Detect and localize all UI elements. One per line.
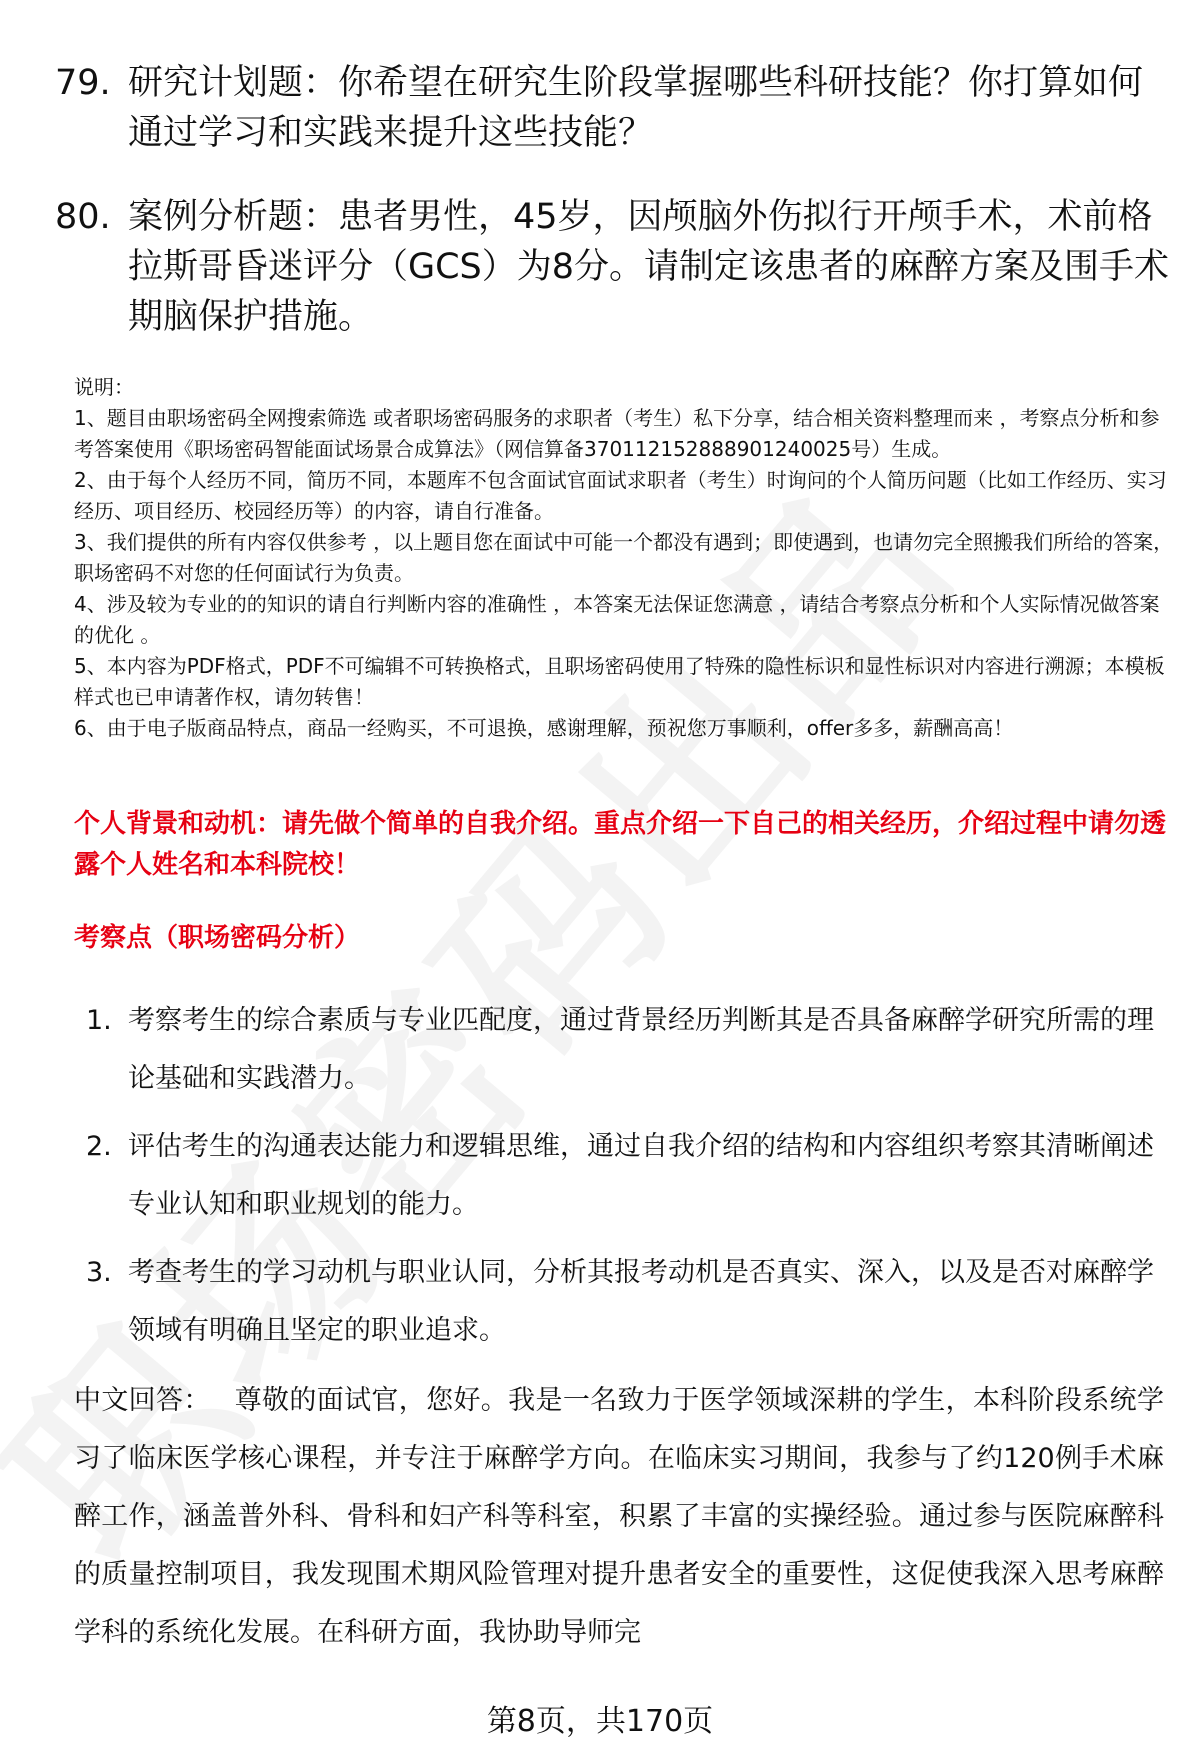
notes-item-1: 1、题目由职场密码全网搜索筛选 或者职场密码服务的求职者（考生）私下分享，结合相关资料整理而来 ，考察点分析和参考答案使用《职场密码智能面试场景合成算法》（网信算备370112152888901240025号）生成。	[74, 406, 1160, 461]
list-item	[74, 992, 1154, 1108]
question-text: 案例分析题：患者男性，45岁，因颅脑外伤拟行开颅手术，术前格拉斯哥昏迷评分（GCS）为8分。请制定该患者的麻醉方案及围手术期脑保护措施。	[128, 197, 1170, 337]
notes-block	[74, 372, 1174, 744]
notes-item-6: 6、由于电子版商品特点，商品一经购买，不可退换，感谢理解，预祝您万事顺利，offer多多，薪酬高高！	[74, 716, 1014, 740]
list-item-number: 3.	[86, 1257, 112, 1288]
question-80	[55, 192, 1175, 342]
list-item-number: 2.	[86, 1131, 112, 1162]
answer-label: 中文回答：	[74, 1385, 211, 1416]
question-number: 79.	[55, 63, 111, 103]
answer-paragraph	[74, 1372, 1164, 1662]
list-item-number: 1.	[86, 1005, 112, 1036]
notes-item-3: 3、我们提供的所有内容仅供参考 ，以上题目您在面试中可能一个都没有遇到；即使遇到，也请勿完全照搬我们所给的答案，职场密码不对您的任何面试行为负责。	[74, 530, 1174, 585]
question-number: 80.	[55, 197, 111, 237]
list-item	[74, 1244, 1154, 1360]
answer-text: 尊敬的面试官，您好。我是一名致力于医学领域深耕的学生，本科阶段系统学习了临床医学核心课程，并专注于麻醉学方向。在临床实习期间，我参与了约120例手术麻醉工作，涵盖普外科、骨科和妇产科等科室，积累了丰富的实操经验。通过参与医院麻醉科的质量控制项目，我发现围术期风险管理对提升患者安全的重要性，这促使我深入思考麻醉学科的系统化发展。在科研方面，我协助导师完	[74, 1385, 1165, 1648]
list-item-text: 评估考生的沟通表达能力和逻辑思维，通过自我介绍的结构和内容组织考察其清晰阐述专业认知和职业规划的能力。	[128, 1131, 1154, 1220]
list-item-text: 考查考生的学习动机与职业认同，分析其报考动机是否真实、深入，以及是否对麻醉学领域有明确且坚定的职业追求。	[128, 1257, 1154, 1346]
notes-title: 说明：	[74, 375, 134, 399]
notes-item-5: 5、本内容为PDF格式，PDF不可编辑不可转换格式，且职场密码使用了特殊的隐性标识和显性标识对内容进行溯源；本模板样式也已申请著作权，请勿转售！	[74, 654, 1165, 709]
list-item	[74, 1118, 1154, 1234]
analysis-heading: 考察点（职场密码分析）	[74, 923, 361, 953]
list-item-text: 考察考生的综合素质与专业匹配度，通过背景经历判断其是否具备麻醉学研究所需的理论基础和实践潜力。	[128, 1005, 1154, 1094]
analysis-points-list	[74, 992, 1154, 1370]
section-title: 个人背景和动机：请先做个简单的自我介绍。重点介绍一下自己的相关经历，介绍过程中请勿透露个人姓名和本科院校！	[74, 809, 1167, 880]
page-footer: 第8页，共170页	[486, 1704, 714, 1739]
question-79	[55, 58, 1175, 158]
notes-item-4: 4、涉及较为专业的的知识的请自行判断内容的准确性 ，本答案无法保证您满意 ，请结合考察点分析和个人实际情况做答案的优化 。	[74, 592, 1160, 647]
notes-item-2: 2、由于每个人经历不同，简历不同，本题库不包含面试官面试求职者（考生）时询问的个人简历问题（比如工作经历、实习经历、项目经历、校园经历等）的内容，请自行准备。	[74, 468, 1167, 523]
question-text: 研究计划题：你希望在研究生阶段掌握哪些科研技能？你打算如何通过学习和实践来提升这些技能？	[128, 63, 1144, 153]
